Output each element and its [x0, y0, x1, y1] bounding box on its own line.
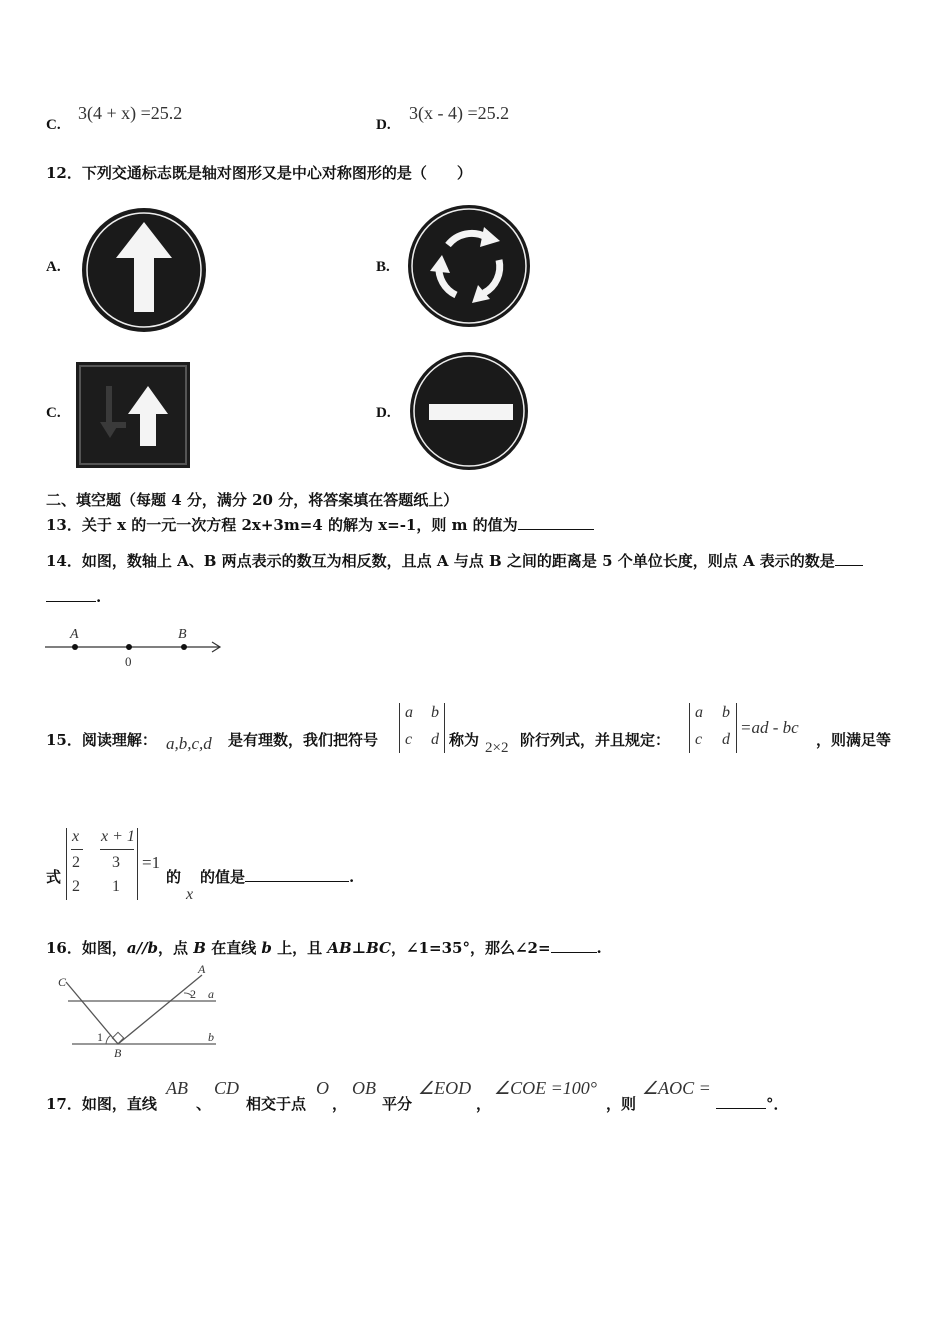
- det-entry-a: a: [405, 704, 413, 721]
- q15-de: 的: [166, 868, 182, 886]
- q15-text-3: 阶行列式，并且规定：: [520, 731, 671, 749]
- q15-rule-determinant: [689, 703, 737, 753]
- det-entry-c: c: [405, 731, 413, 748]
- q17-sep: 、: [196, 1095, 212, 1113]
- q14-point-a-label: A: [70, 627, 79, 642]
- q17-text-2: 平分: [382, 1095, 413, 1113]
- q16-fig-angle-1: 1: [97, 1030, 103, 1044]
- eq-entry-x-plus-1: x + 1: [101, 828, 135, 845]
- q16-fig-label-a-point: A: [198, 962, 206, 976]
- q15-symbol-determinant: [399, 703, 445, 753]
- q15-tail-text: 的值是: [200, 868, 246, 886]
- q15-rule-expression: =ad - bc: [740, 718, 799, 737]
- eq-entry-2b: 2: [72, 878, 80, 895]
- q16-fig-label-line-b: b: [208, 1030, 214, 1044]
- no-entry-sign: [405, 352, 533, 470]
- q15-text-1: 是有理数，我们把符号: [228, 731, 379, 749]
- q16-end: .: [596, 939, 602, 957]
- q16-fig-angle-2: 2: [190, 987, 196, 1001]
- eq-entry-3: 3: [112, 854, 120, 871]
- q16-line-b: b: [261, 939, 272, 957]
- q11-option-d-equation: 3(x - 4) =25.2: [409, 103, 510, 123]
- q14-line-2: [46, 588, 101, 606]
- q14-text: 14．如图，数轴上 A、B 两点表示的数互为相反数，且点 A 与点 B 之间的距离是 5 个单位长度，则点 A 表示的数是: [46, 552, 835, 570]
- q15-equation-rhs: =1: [142, 853, 161, 872]
- q15-text-2: 称为: [449, 731, 480, 749]
- q16-fig-label-c: C: [58, 975, 67, 989]
- q14-origin-label: 0: [125, 654, 132, 669]
- det-entry-b: b: [722, 704, 730, 721]
- det-entry-a: a: [695, 704, 703, 721]
- q14-point-b-label: B: [178, 627, 187, 642]
- q16-text-4: ，∠1=35°，那么∠2=: [391, 939, 551, 957]
- q16-fig-label-b-point: B: [114, 1046, 122, 1060]
- q14-number-line: [42, 622, 228, 670]
- q17-text-1: 相交于点: [246, 1095, 307, 1113]
- q16-prefix: 16．如图，: [46, 939, 127, 957]
- circle-straight-arrow-sign: [78, 208, 210, 332]
- q15-end: .: [349, 868, 355, 886]
- q15-var-x: x: [186, 886, 194, 903]
- q15-line2-start: 式: [46, 868, 62, 886]
- q16-text-2: 在直线: [205, 939, 262, 957]
- q16-fig-label-line-a: a: [208, 987, 214, 1001]
- q14-answer-blank-part1[interactable]: [835, 565, 863, 566]
- q15-vars: a,b,c,d: [166, 734, 212, 753]
- q17-ob: OB: [352, 1078, 376, 1098]
- q12-stem: 12．下列交通标志既是轴对图形又是中心对称图形的是（ ）: [46, 164, 472, 182]
- q17-eod: ∠EOD: [418, 1078, 472, 1098]
- q17-tail: [716, 1093, 789, 1114]
- q17-prefix: 17．如图，直线: [46, 1095, 157, 1113]
- q16-figure: [52, 962, 222, 1060]
- q17-coe: ∠COE =100°: [494, 1078, 597, 1098]
- q17-cd: CD: [214, 1078, 240, 1098]
- q17-ab: AB: [166, 1078, 188, 1098]
- q17-o: O: [316, 1078, 329, 1098]
- q17-end: °．: [766, 1095, 789, 1113]
- det-entry-b: b: [431, 704, 439, 721]
- q16-parallel: a//b: [126, 939, 159, 957]
- q15-prefix: 15．阅读理解：: [46, 731, 157, 749]
- eq-entry-1: 1: [112, 878, 120, 895]
- q16-line: [46, 937, 602, 958]
- q11-option-c-equation: 3(4 + x) =25.2: [78, 103, 183, 123]
- q17-comma-1: ，: [332, 1095, 348, 1113]
- q12-option-b-label: B.: [376, 259, 390, 275]
- q17-answer-blank[interactable]: [716, 1108, 766, 1109]
- det-entry-c: c: [695, 731, 703, 748]
- q16-answer-blank[interactable]: [551, 952, 597, 953]
- q17-text-3: ，则: [606, 1095, 637, 1113]
- q15-tail: [200, 866, 354, 887]
- q12-option-d-label: D.: [376, 405, 391, 421]
- q14-answer-blank-part2[interactable]: [46, 601, 96, 602]
- q16-text-1: ，点: [158, 939, 194, 957]
- q17-comma-2: ，: [476, 1095, 492, 1113]
- q17-aoc: ∠AOC =: [642, 1078, 711, 1098]
- horizontal-bar-icon: [429, 404, 513, 420]
- q16-perpendicular: AB⊥BC: [327, 939, 391, 957]
- q12-option-c-label: C.: [46, 405, 61, 421]
- q11-option-d-label: D.: [376, 117, 391, 133]
- eq-entry-x: x: [72, 828, 80, 845]
- q13-answer-blank[interactable]: [518, 529, 594, 530]
- q15-order: 2×2: [485, 740, 509, 756]
- q14-line-1: [46, 550, 863, 571]
- q16-text-3: 上，且: [271, 939, 328, 957]
- q15-text-4: ，则满足等: [816, 731, 892, 749]
- q12-option-a-label: A.: [46, 259, 61, 275]
- det-entry-d: d: [431, 731, 439, 748]
- q11-option-c-label: C.: [46, 117, 61, 133]
- q14-end: .: [96, 588, 102, 606]
- q13-line: [46, 514, 594, 535]
- section-2-heading: 二、填空题（每题 4 分，满分 20 分，将答案填在答题纸上）: [46, 491, 459, 509]
- q15-equation-determinant: [66, 828, 138, 900]
- q15-answer-blank[interactable]: [245, 881, 349, 882]
- q13-text: 13．关于 x 的一元一次方程 2x+3m=4 的解为 x=-1，则 m 的值为: [46, 516, 518, 534]
- det-entry-d: d: [722, 731, 730, 748]
- square-arrow-sign: [76, 362, 190, 468]
- roundabout-sign: [404, 205, 534, 327]
- eq-entry-2a: 2: [72, 854, 80, 871]
- q16-point-b: B: [193, 939, 206, 957]
